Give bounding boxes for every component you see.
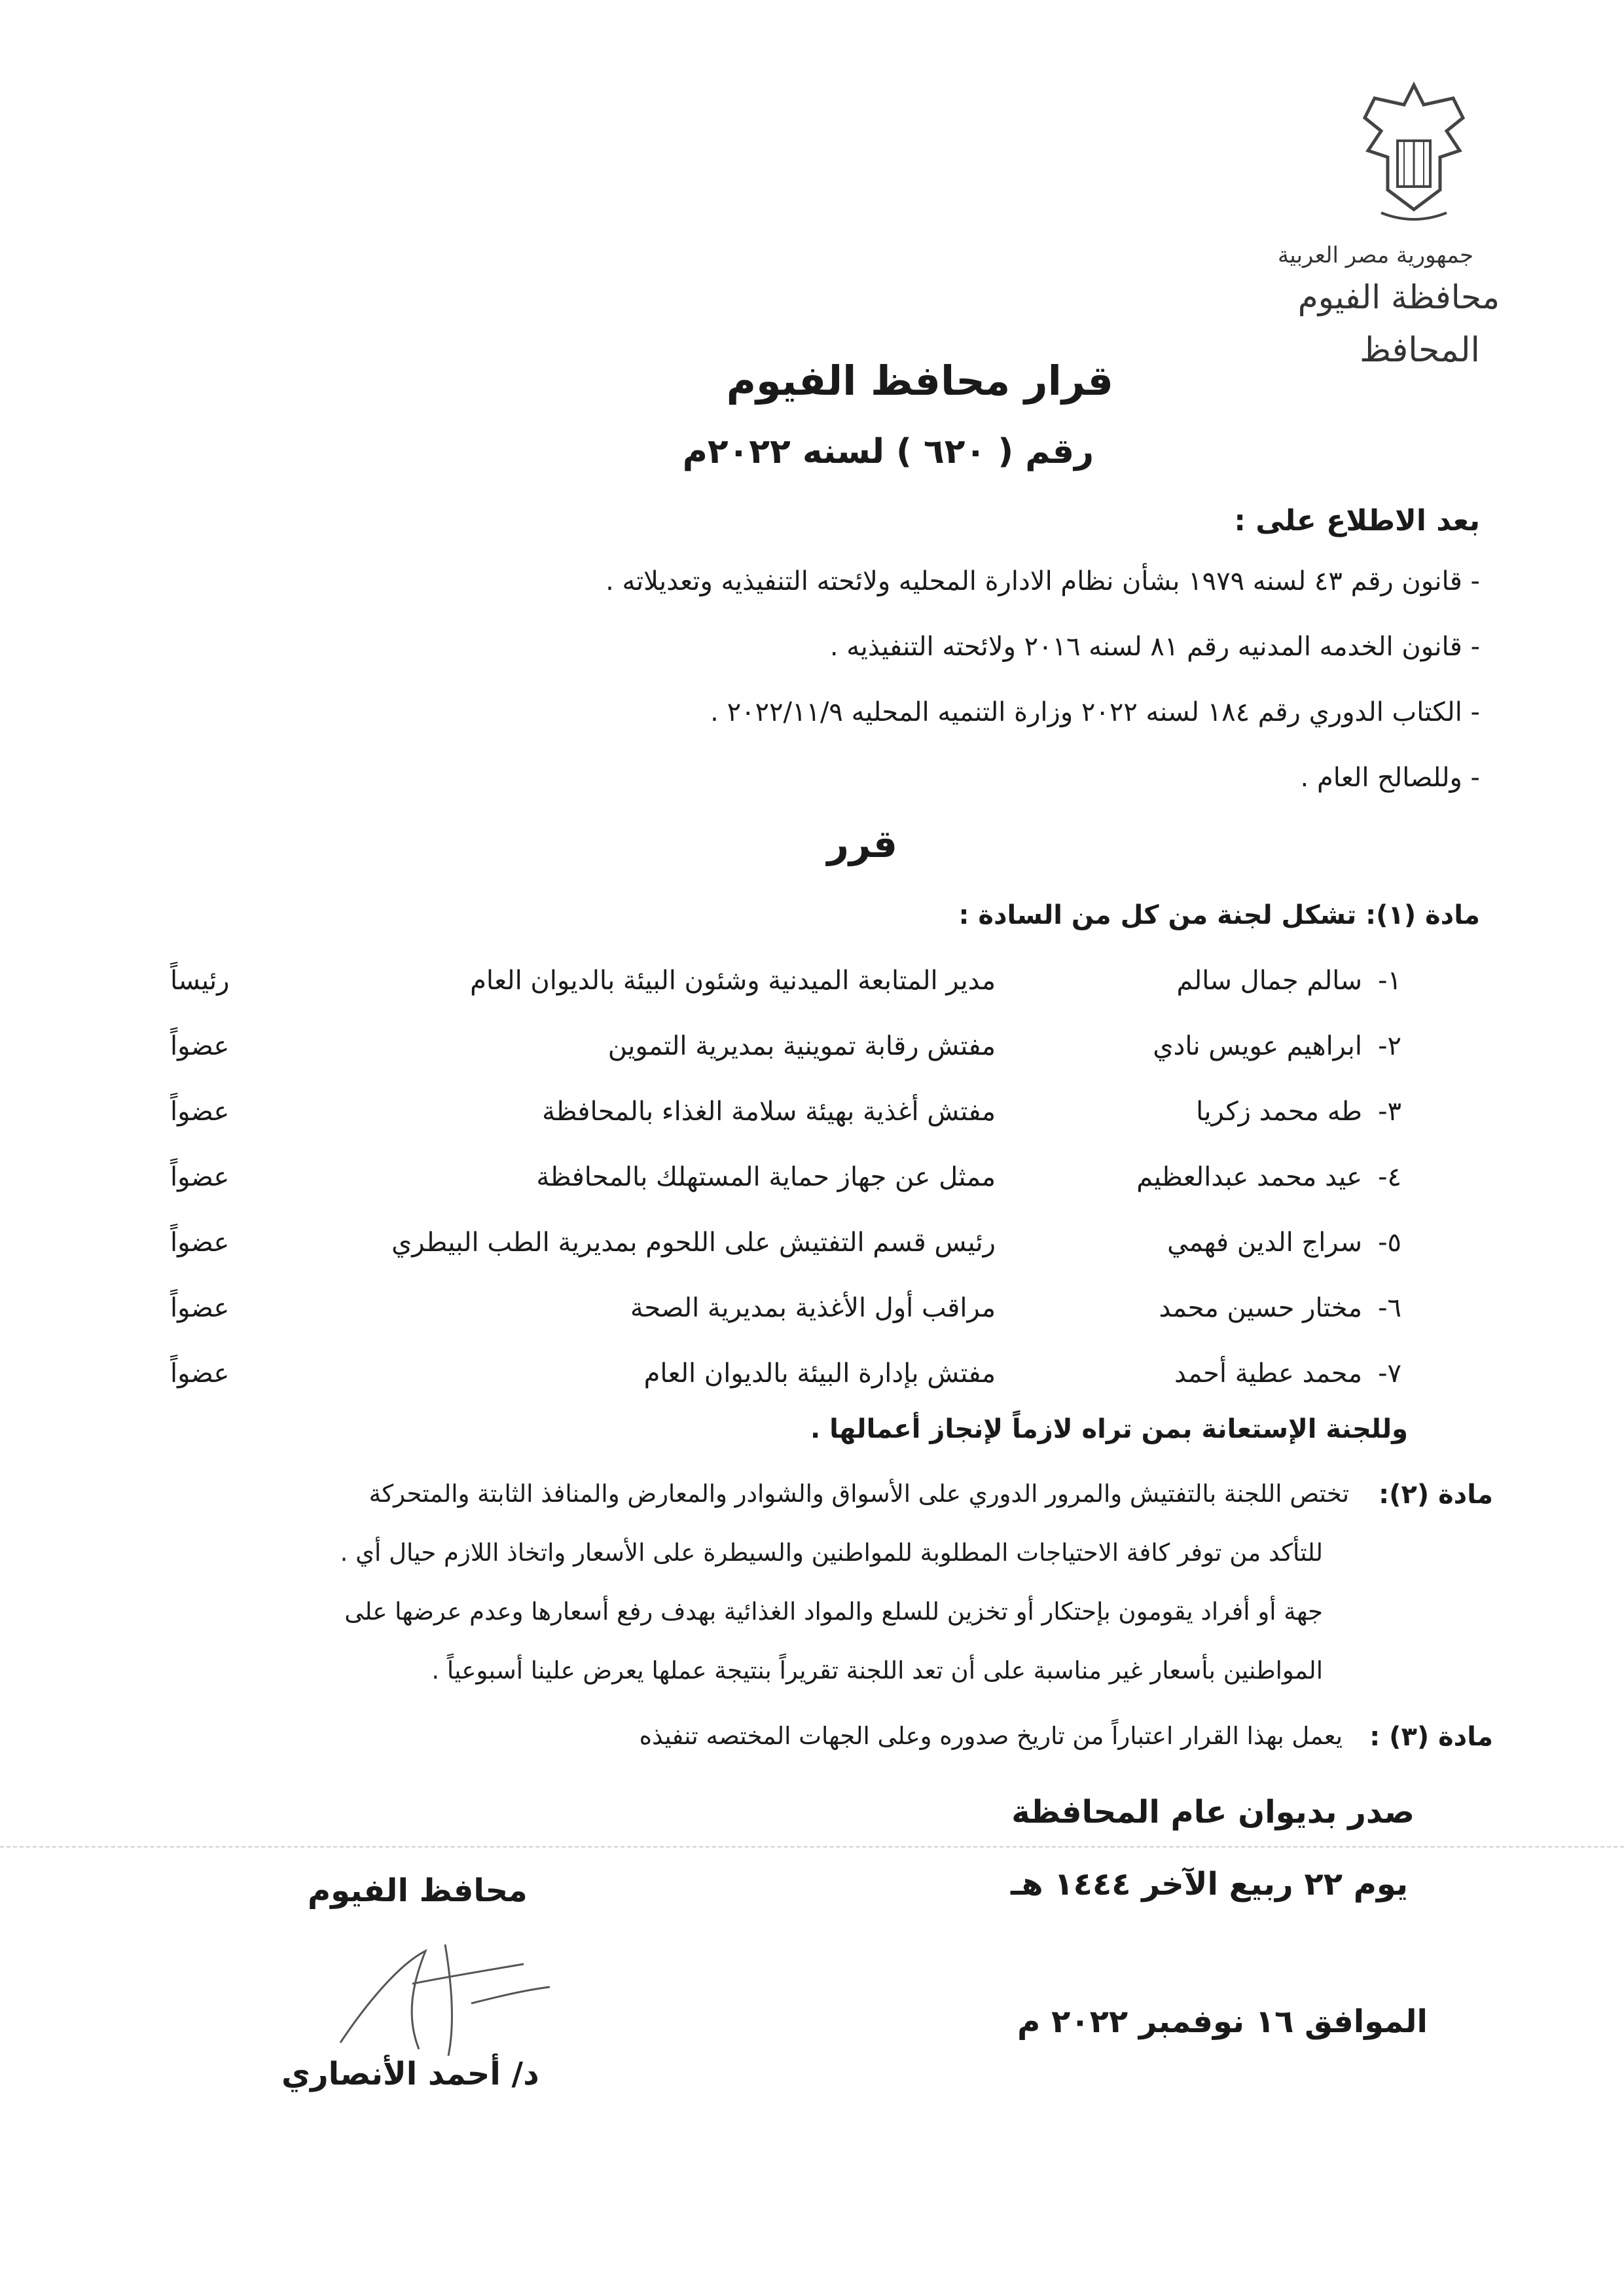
member-number: ٣- — [1378, 1097, 1401, 1127]
member-position: مدير المتابعة الميدنية وشئون البيئة بالديوان العام — [470, 966, 996, 996]
fold-line — [0, 1846, 1624, 1848]
article-1-label: مادة (١): تشكل لجنة من كل من السادة : — [958, 900, 1480, 930]
signatory-title: محافظ الفيوم — [308, 1872, 528, 1909]
article-2-line-2: للتأكد من توفر كافة الاحتياجات المطلوبة للمواطنين والسيطرة على الأسعار واتخاذ اللازم حيال أي . — [340, 1539, 1323, 1567]
issued-line: صدر بديوان عام المحافظة — [1011, 1794, 1415, 1831]
member-row — [0, 1293, 1624, 1339]
member-name: مختار حسين محمد — [1159, 1293, 1362, 1323]
signatory-name: د/ أحمد الأنصاري — [281, 2056, 539, 2092]
preamble-item-2: - قانون الخدمه المدنيه رقم ٨١ لسنه ٢٠١٦ ولائحته التنفيذيه . — [829, 632, 1480, 662]
member-role: عضواً — [170, 1228, 230, 1258]
member-role: عضواً — [170, 1293, 230, 1323]
member-number: ٧- — [1378, 1358, 1401, 1389]
member-number: ٤- — [1378, 1162, 1401, 1192]
member-role: رئيساً — [170, 966, 230, 996]
article-2-line-1: تختص اللجنة بالتفتيش والمرور الدوري على الأسواق والشوادر والمعارض والمنافذ الثابتة والمتحركة — [369, 1480, 1349, 1508]
member-name: ابراهيم عويس نادي — [1153, 1031, 1362, 1061]
issued-gregorian-date: الموافق ١٦ نوفمبر ٢٠٢٢ م — [1017, 2003, 1428, 2040]
member-name: محمد عطية أحمد — [1174, 1358, 1362, 1389]
member-row — [0, 1097, 1624, 1142]
member-row — [0, 1031, 1624, 1077]
article-2-line-3: جهة أو أفراد يقومون بإحتكار أو تخزين للسلع والمواد الغذائية بهدف رفع أسعارها وعدم عرضها على — [344, 1597, 1323, 1626]
member-role: عضواً — [170, 1031, 230, 1061]
member-row — [0, 1162, 1624, 1208]
article-3-text: يعمل بهذا القرار اعتباراً من تاريخ صدوره وعلى الجهات المختصه تنفيذه — [639, 1722, 1343, 1750]
article-2-label: مادة (٢): — [1379, 1480, 1493, 1510]
decree-number: رقم ( ٦٢٠ ) لسنه ٢٠٢٢م — [682, 432, 1094, 471]
member-position: مفتش بإدارة البيئة بالديوان العام — [643, 1358, 996, 1389]
member-role: عضواً — [170, 1097, 230, 1127]
member-name: عيد محمد عبدالعظيم — [1136, 1162, 1362, 1192]
issuer-line-2: محافظة الفيوم — [1297, 278, 1500, 316]
member-position: مراقب أول الأغذية بمديرية الصحة — [630, 1293, 996, 1323]
decree-title: قرار محافظ الفيوم — [726, 357, 1113, 405]
member-name: طه محمد زكريا — [1196, 1097, 1362, 1127]
decision-heading: قرر — [827, 822, 897, 866]
preamble-heading: بعد الاطلاع على : — [1234, 504, 1480, 538]
handwritten-signature — [314, 1925, 563, 2069]
member-row — [0, 1358, 1624, 1404]
member-row — [0, 966, 1624, 1011]
member-position: ممثل عن جهاز حماية المستهلك بالمحافظة — [536, 1162, 996, 1192]
issuer-line-3: المحافظ — [1360, 331, 1480, 370]
member-name: سراج الدين فهمي — [1167, 1228, 1362, 1258]
preamble-item-1: - قانون رقم ٤٣ لسنه ١٩٧٩ بشأن نظام الادارة المحليه ولائحته التنفيذيه وتعديلاته . — [605, 566, 1480, 596]
issuer-line-1: جمهورية مصر العربية — [1277, 242, 1473, 268]
article-3-label: مادة (٣) : — [1369, 1722, 1493, 1752]
member-name: سالم جمال سالم — [1176, 966, 1362, 996]
article-2-line-4: المواطنين بأسعار غير مناسبة على أن تعد اللجنة تقريراً بنتيجة عملها يعرض علينا أسبوعياً . — [431, 1656, 1323, 1685]
member-position: مفتش رقابة تموينية بمديرية التموين — [607, 1031, 996, 1061]
member-role: عضواً — [170, 1358, 230, 1389]
member-number: ١- — [1378, 966, 1401, 996]
article-1-footer: وللجنة الإستعانة بمن تراه لازماً لإنجاز أعمالها . — [810, 1414, 1408, 1444]
member-position: رئيس قسم التفتيش على اللحوم بمديرية الطب البيطري — [391, 1228, 996, 1258]
member-role: عضواً — [170, 1162, 230, 1192]
eagle-emblem-icon — [1355, 79, 1473, 229]
member-number: ٥- — [1378, 1228, 1401, 1258]
preamble-item-3: - الكتاب الدوري رقم ١٨٤ لسنه ٢٠٢٢ وزارة التنميه المحليه ٢٠٢٢/١١/٩ . — [710, 697, 1480, 727]
member-number: ٦- — [1378, 1293, 1401, 1323]
member-number: ٢- — [1378, 1031, 1401, 1061]
member-row — [0, 1228, 1624, 1273]
issued-hijri-date: يوم ٢٢ ربيع الآخر ١٤٤٤ هـ — [1010, 1866, 1408, 1903]
member-position: مفتش أغذية بهيئة سلامة الغذاء بالمحافظة — [542, 1097, 996, 1127]
preamble-item-4: - وللصالح العام . — [1300, 763, 1480, 793]
